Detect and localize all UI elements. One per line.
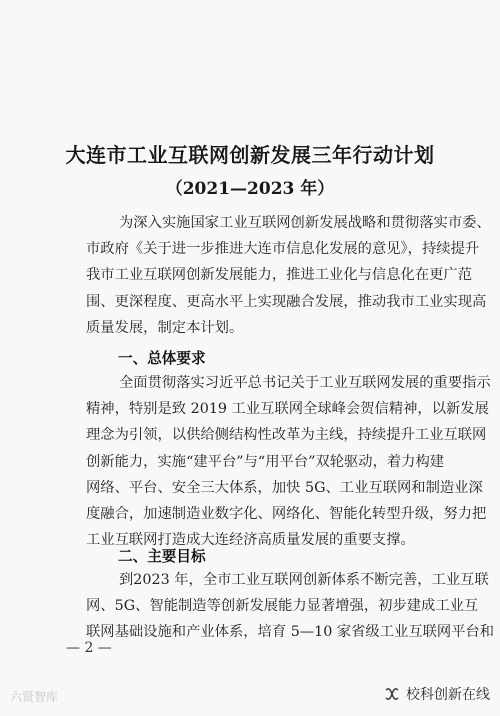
intro-paragraph [86,210,491,341]
wechat-channel-icon [384,686,400,702]
watermark-right-text: 校科创新在线 [406,687,490,703]
section2-paragraph [86,567,495,646]
section1-heading: 一、总体要求 [118,350,206,367]
section2-line: 到2023 年，全市工业互联网创新体系不断完善，工业互联 [119,572,489,588]
section1-line: 度融合，加速制造业数字化、网络化、智能化转型升级，努力把 [86,506,487,523]
intro-line: 质量发展，制定本计划。 [86,319,244,336]
document-title: 大连市工业互联网创新发展三年行动计划 [65,143,435,167]
section1-line: 理念为引领，以供给侧结构性改革为主线，持续提升工业互联网 [86,427,487,444]
section2-heading: 二、主要目标 [118,548,206,565]
watermark-right [384,684,490,704]
section1-line: 精神，特别是致 2019 工业互联网全球峰会贺信精神，以新发展 [86,401,489,418]
intro-line: 市政府《关于进一步推进大连市信息化发展的意见》，持续提升 [86,241,480,258]
watermark-left: 六贤智库 [10,690,59,704]
section2-line: 联网基础设施和产业体系，培育 5—10 家省级工业互联网平台和 [86,624,495,641]
intro-line: 为深入实施国家工业互联网创新发展战略和贯彻落实市委、 [119,215,491,231]
intro-line: 围、更深程度、更高水平上实现融合发展，推动我市工业实现高 [86,293,487,310]
section1-line: 全面贯彻落实习近平总书记关于工业互联网发展的重要指示 [119,375,491,391]
document-subtitle: （2021—2023 年） [165,179,335,199]
section1-line: 网络、平台、安全三大体系，加快 5G、工业互联网和制造业深 [86,479,483,496]
section1-line: 创新能力，实施“建平台”与“用平台”双轮驱动，着力构建 [86,453,445,470]
section1-paragraph [86,370,491,553]
intro-line: 我市工业互联网创新发展能力，推进工业化与信息化在更广范 [86,267,473,284]
section2-line: 网、5G、智能制造等创新发展能力显著增强，初步建成工业互 [86,598,479,615]
page-number: — 2 — [66,640,112,656]
section1-line: 工业互联网打造成大连经济高质量发展的重要支撑。 [86,532,415,549]
